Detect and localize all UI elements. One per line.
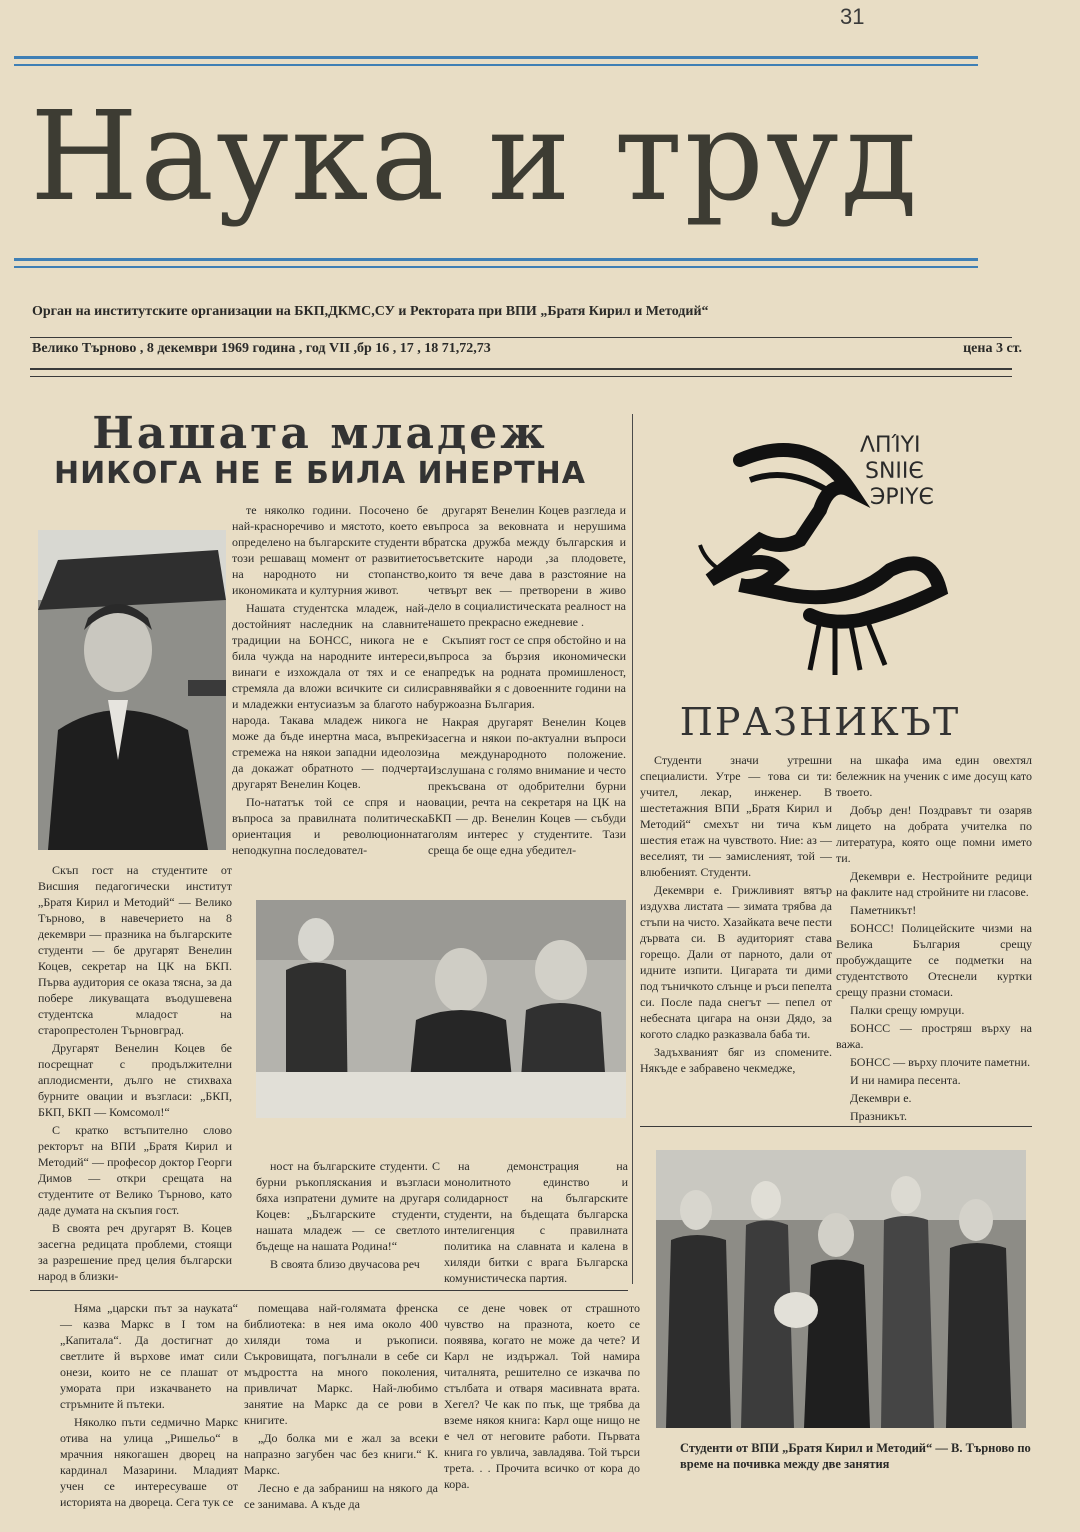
bottom-col2-p1: помещава най-голямата френска библиотека: в нея има около 400 хиляди тома и ръкописи. Съкровищата, погълнали в себе си мъдростта на много поколения, привличат Маркс. Най-любимо занятие на Маркс да се рови в книгите. xyxy=(244,1301,438,1427)
price: цена 3 ст. xyxy=(963,341,1022,356)
lead-column-3 xyxy=(428,502,626,874)
lead-col2b-p1: ност на българските студенти. С бурни ръкопляскания и възгласи бяха изпратени думите на другаря Коцев: „Българските студенти, нашата младеж — се светлото бъдеще на нашата Родина!“ xyxy=(256,1159,440,1253)
dateline xyxy=(32,341,1022,357)
organ-line: Орган на институтските организации на БКП,ДКМС,СУ и Ректората при ВПИ „Братя Кирил и Методий“ xyxy=(32,304,709,319)
feature-column-1 xyxy=(640,752,832,1118)
feature-title: ПРАЗНИКЪТ xyxy=(679,700,961,744)
feature-col1-p1: Студенти значи утрешни специалисти. Утре — това си ти: учител, лекар, инженер. В шестетажния ВПИ „Братя Кирил и Методий“ смехът ни тича към шестия етаж на чувството. Ние: аз — веселият, ти — замисленият, той — влюбеният. Студенти. xyxy=(640,753,832,879)
lead-col3-p2: Скъпият гост се спря обстойно и на въпроса за бързия икономически напредък на родната промишленост, сравнявайки я с довоенните години на буржоазна България. xyxy=(428,633,626,711)
emblem-line-3: ЭΡΙΥЄ xyxy=(870,485,934,510)
bottom-column-3 xyxy=(444,1300,640,1500)
emblem-line-1: ΛΠΊΥΙ xyxy=(860,433,921,458)
lead-headline: Нашата младеж xyxy=(92,408,548,459)
feature-col2-p10: Декември е. xyxy=(850,1091,912,1105)
feature-col1-p3: Задъхваният бяг из спомените. Някъде е забравено чекмедже, xyxy=(640,1045,832,1075)
lead-col1-p2: Другарят Венелин Коцев бе посрещнат с продължителни аплодисменти, дълго не стихваха бурните овации и възгласи: „БКП, БКП, БКП — Комсомол!“ xyxy=(38,1041,232,1119)
feature-col1-p2: Декември е. Грижливият вятър издухва листата — зимата трябва да стъпи на чисто. Хазайката вече пести дървата си. В аудиторият става горещо. Дали от парното, дали от идните изпити. Цигарата ти дими под тъничкото слънце и ръси пепелта си. После пада снегът — пепел от небесната цигара на онзи Дядо, за когото сладко разказвала баба ти. xyxy=(640,883,832,1041)
lead-col2-p1: те няколко години. Посочено бе най-красноречиво и мястото, което е определено на българските студенти в този решаващ момент от развитието на народното ни стопанство, икономиката и културния живот. xyxy=(232,503,428,597)
lead-col1-p1: Скъп гост на студентите от Висшия педагогически институт „Братя Кирил и Методий“ — Велико Търново, в навечерието на 8 декември — празника на българските студенти — бе другарят Венелин Коцев, секретар на ЦК на БКП. Първа аудитория се оказа тясна, за да побере ликуващата въодушевена студентска младост на старопрестолен Търновград. xyxy=(38,863,232,1037)
feature-col2-p9: И ни намира песента. xyxy=(850,1073,961,1087)
feature-bottom-rule xyxy=(640,1126,1032,1127)
lead-column-3b xyxy=(444,1158,628,1285)
feature-column-2 xyxy=(836,752,1032,1123)
bottom-column-1 xyxy=(60,1300,238,1509)
bottom-col1-p1: Няма „царски път за науката“ — казва Маркс в I том на „Капитала“. Да достигнат до светлите й върхове имат сили онези, които не се плашат от умората при изкачването на стръмните й пътеки. xyxy=(60,1301,238,1411)
lead-vertical-rule xyxy=(632,414,633,1284)
lead-col1-p3: С кратко встъпително слово ректорът на ВПИ „Братя Кирил и Методий“ — професор доктор Георги Димов — откри срещата на студентите от Велико Търново, като даде думата на скъпия гост. xyxy=(38,1123,232,1217)
lead-col1-p4: В своята реч другарят В. Коцев засегна редицата проблеми, стоящи за разрешение пред целия български народ в близки- xyxy=(38,1221,232,1283)
students-photo xyxy=(656,1150,1026,1428)
feature-col2-p2: Добър ден! Поздравът ти озаряв лицето на добрата учителка по литература, която още помни името ти. xyxy=(836,803,1032,865)
lead-column-2b xyxy=(256,1158,440,1282)
lead-column-2 xyxy=(232,502,428,874)
bottom-col2-p2: „До болка ми е жал за всеки напразно загубен час без книги.“ К. Маркс. xyxy=(244,1431,438,1477)
feature-col2-p7: БОНСС — простряш върху на важа. xyxy=(836,1021,1032,1051)
lead-bottom-rule xyxy=(30,1290,628,1291)
lead-col3-p1: другарят Венелин Коцев разгледа и въпроса за вековната и нерушима братска дружба между българския и съветските народи ,за плодовете, които тя вече дава в разстояние на четвърт век — претворени в живо дело в социалистическата реалност на нашето прекрасно ежедневие . xyxy=(428,503,626,629)
masthead-band-bottom-2 xyxy=(14,266,978,268)
feature-col2-p5: БОНСС! Полицейските чизми на Велика България срещу пробуждащите се подметки на студентството Отеснели куртки срещу празни стомаси. xyxy=(836,921,1032,999)
bottom-col1-p2: Няколко пъти седмично Маркс отива на улица „Ришельо“ в мрачния някогашен дворец на кардинал Мазарини. Младият учен се интересуваше от историята на двореца. Сега тук се xyxy=(60,1415,238,1509)
feature-col2-p4: Паметникът! xyxy=(850,903,917,917)
masthead-band-top-1 xyxy=(14,56,978,59)
feature-col2-p8: БОНСС — върху плочите паметни. xyxy=(850,1055,1031,1069)
dateline-text: Велико Търново , 8 декември 1969 година , год VII ,бр 16 , 17 , 18 71,72,73 xyxy=(32,341,491,356)
lead-subheadline: НИКОГА НЕ Е БИЛА ИНЕРТНА xyxy=(53,456,587,491)
speaker-photo xyxy=(38,530,226,850)
feature-col2-p6: Палки срещу юмруци. xyxy=(850,1003,965,1017)
bottom-column-2 xyxy=(244,1300,438,1511)
masthead-band-bottom-1 xyxy=(14,258,978,261)
emblem-line-2: ЅΝΙΙЄ xyxy=(865,459,924,484)
lead-col2-p3: По-нататък той се спря и на въпроса за правилната политическа ориентация и революционната неподкупна последовател- xyxy=(232,795,428,857)
masthead-band-top-2 xyxy=(14,64,978,66)
lead-col3b-p1: на демонстрация на монолитното единство и солидарност на българските студенти, на бъдещата българска интелигенция с правилната политика на славната и калена в хиляди битки с врага Българска комунистическа партия. xyxy=(444,1159,628,1285)
bottom-col3-p1: се дене човек от страшното чувство на празнота, което се появява, когато не може да чете? И Карл не издържал. Той намира читалнята, решително се изкачва по стълбата и отваря масивната врата. Хегел? Че как по пък, ще трябва да вземе някоя книга: Карл още нищо не е чел от неговите работи. Първата книга го увлича, завладява. Той търси трета. . . Прочита всичко от кора до кора. xyxy=(444,1301,640,1491)
dateline-rule-2 xyxy=(30,376,1012,377)
feature-col2-p11: Празникът. xyxy=(850,1109,907,1123)
students-photo-caption: Студенти от ВПИ „Братя Кирил и Методий“ — В. Търново по време на почивка между две занятия xyxy=(680,1441,1031,1471)
dateline-rule-top xyxy=(30,337,1012,338)
lead-col2b-p2: В своята близо двучасова реч xyxy=(270,1257,420,1271)
dateline-rule-1 xyxy=(30,368,1012,370)
lead-col2-p2: Нашата студентска младеж, най-достойният наследник на славните традиции на БОНСС, никога не е била чужда на народните интереси, винаги е изхождала от тях и се е стремяла да вложи всичките си сили и младежки ентусиазъм за благото на народа. Такава младеж никога не може да бъде инертна маса, въпреки стремежа на някои западни идеолози да докажат обратното — подчерта другарят Венелин Коцев. xyxy=(232,601,428,791)
lead-col3-p3: Накрая другарят Венелин Коцев засегна и някои по-актуални въпроси на международното положение. Изслушана с голямо внимание и често прекъсвана от одобрителни бурни овации, речта на секретаря на ЦК на БКП — др. Венелин Коцев — събуди голям интерес у студентите. Тази среща бе още една убедител- xyxy=(428,715,626,857)
presidium-photo xyxy=(256,900,626,1118)
feature-col2-p1: на шкафа има един овехтял бележник на ученик с име досущ като твоето. xyxy=(836,753,1032,799)
lead-column-1 xyxy=(38,862,232,1282)
bottom-col2-p3: Лесно е да забраниш на някого да се занимава. А къде да xyxy=(244,1481,438,1511)
feature-col2-p3: Декември е. Нестройните редици на факлите над стройните ни гласове. xyxy=(836,869,1032,899)
masthead-title: Наука и труд xyxy=(30,85,920,229)
emblem-illustration xyxy=(700,420,990,690)
page-number: 31 xyxy=(840,4,865,29)
